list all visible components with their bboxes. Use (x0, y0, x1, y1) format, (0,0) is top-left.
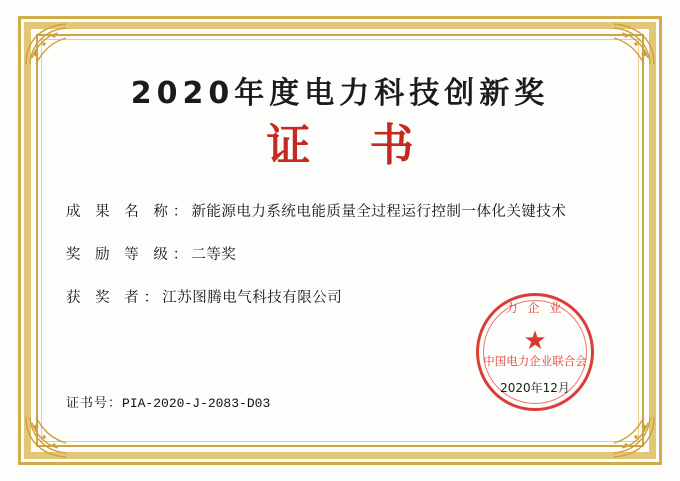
field-value-achievement-name: 新能源电力系统电能质量全过程运行控制一体化关键技术 (191, 204, 567, 221)
field-label-achievement-name: 成 果 名 称 (66, 204, 173, 221)
field-value-award-level: 二等奖 (191, 247, 237, 264)
certificate-serial (66, 392, 270, 411)
field-colon: ： (143, 290, 159, 307)
field-colon: ： (172, 247, 188, 264)
certificate-content (52, 52, 628, 429)
seal-organization-text: 中国电力企业联合会 (483, 354, 587, 368)
star-icon: ★ (523, 325, 547, 355)
certificate-fields (52, 200, 628, 307)
field-value-recipient: 江苏图腾电气科技有限公司 (162, 290, 343, 307)
field-colon: ： (172, 204, 188, 221)
official-seal (476, 293, 594, 411)
serial-value: PIA-2020-J-2083-D03 (122, 396, 271, 411)
field-label-recipient: 获 奖 者 (66, 290, 144, 307)
field-row (66, 243, 628, 264)
serial-label: 证书号： (66, 396, 123, 411)
certificate-subtitle: 证 书 (266, 120, 436, 171)
seal-arc-text: 力 企 业 (505, 301, 565, 315)
field-row (66, 200, 628, 221)
field-label-award-level: 奖 励 等 级 (66, 247, 173, 264)
certificate-title: 2020年度电力科技创新奖 (130, 76, 550, 111)
seal-date-text: 2020年12月 (500, 381, 570, 395)
